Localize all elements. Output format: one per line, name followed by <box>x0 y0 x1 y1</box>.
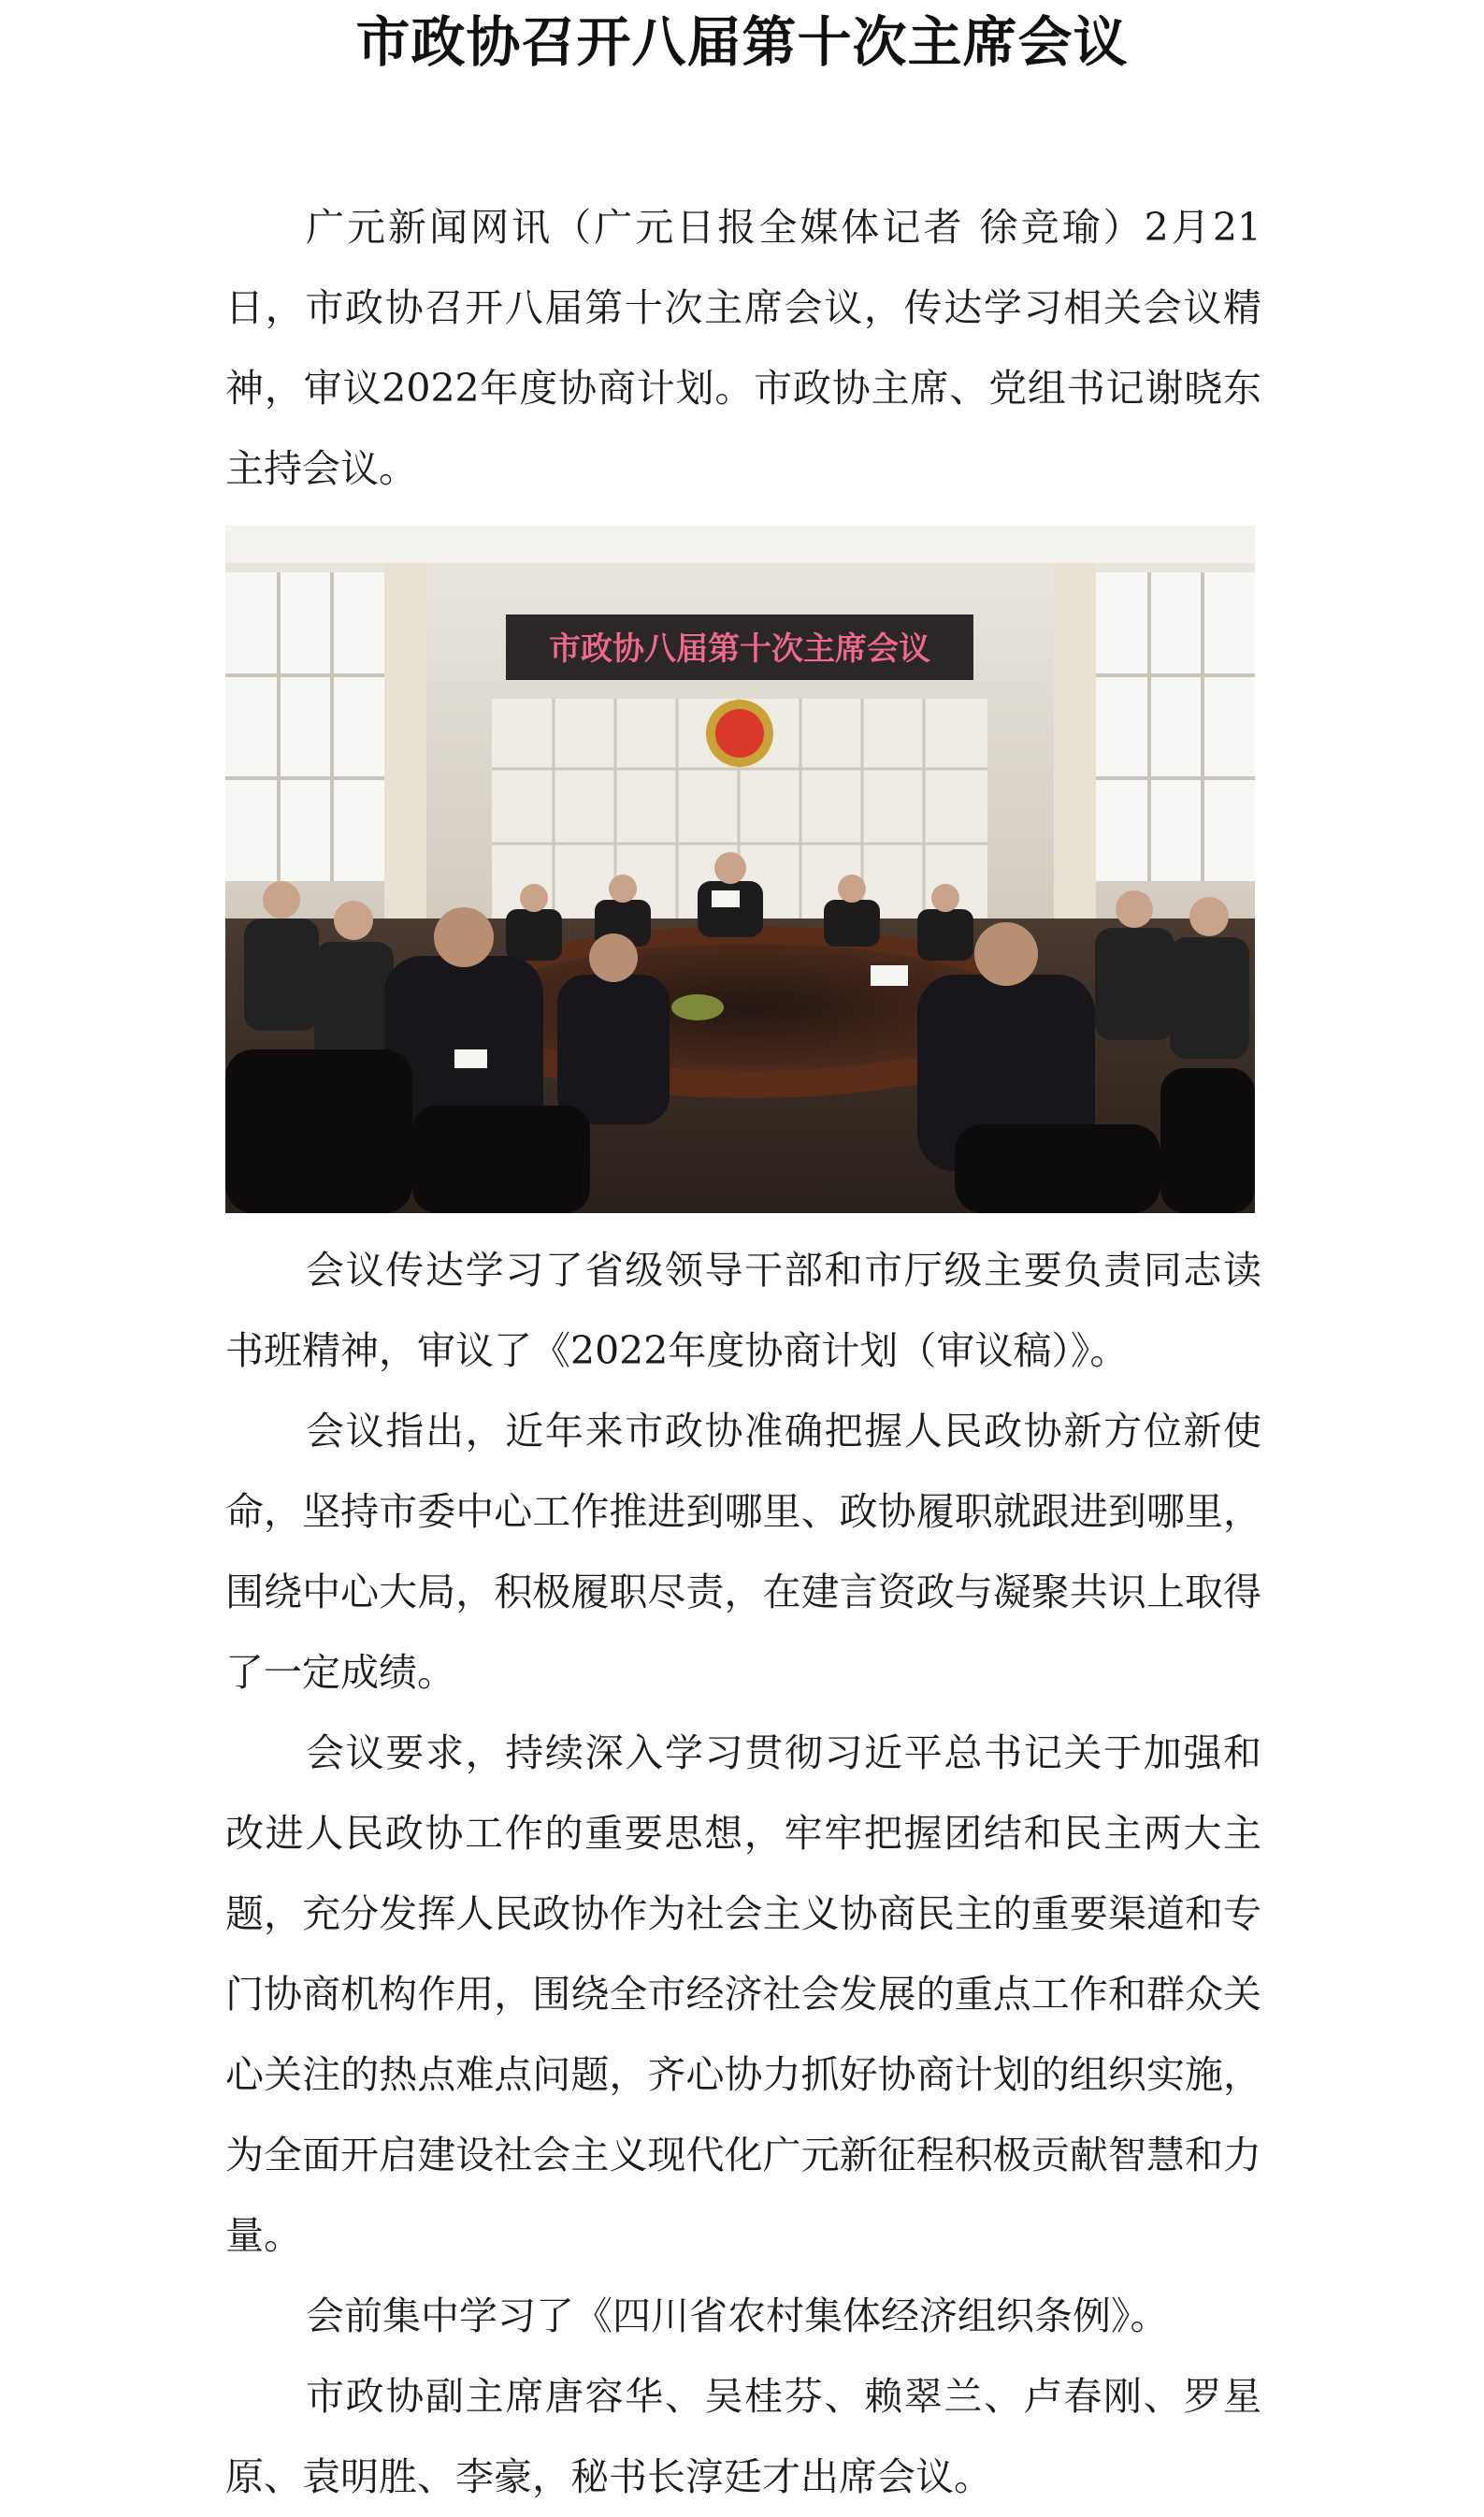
paragraph-2: 会议传达学习了省级领导干部和市厅级主要负责同志读书班精神，审议了《2022年度协商计划（审议稿）》。 <box>225 1248 1261 1373</box>
article-title: 市政协召开八届第十次主席会议 <box>355 10 1129 74</box>
meeting-photo <box>225 526 1255 1213</box>
paragraph-6: 市政协副主席唐容华、吴桂芬、赖翠兰、卢春刚、罗星原、袁明胜、李豪，秘书长淳廷才出席会议。 <box>225 2374 1261 2499</box>
paragraph-3: 会议指出，近年来市政协准确把握人民政协新方位新使命，坚持市委中心工作推进到哪里、政协履职就跟进到哪里，围绕中心大局，积极履职尽责，在建言资政与凝聚共识上取得了一定成绩。 <box>225 1409 1261 1695</box>
banner-text: 市政协八届第十次主席会议 <box>549 630 930 668</box>
paragraph-5: 会前集中学习了《四川省农村集体经济组织条例》。 <box>306 2293 1169 2338</box>
article-body <box>225 187 1261 2517</box>
meeting-photo-illustration <box>225 526 1255 1213</box>
paragraph-lead: 广元新闻网讯（广元日报全媒体记者 徐竞瑜）2月21日，市政协召开八届第十次主席会议，传达学习相关会议精神，审议2022年度协商计划。市政协主席、党组书记谢晓东主持会议。 <box>225 205 1261 491</box>
paragraph-4: 会议要求，持续深入学习贯彻习近平总书记关于加强和改进人民政协工作的重要思想，牢牢把握团结和民主两大主题，充分发挥人民政协作为社会主义协商民主的重要渠道和专门协商机构作用，围绕全市经济社会发展的重点工作和群众关心关注的热点难点问题，齐心协力抓好协商计划的组织实施，为全面开启建设社会主义现代化广元新征程积极贡献智慧和力量。 <box>225 1730 1261 2258</box>
